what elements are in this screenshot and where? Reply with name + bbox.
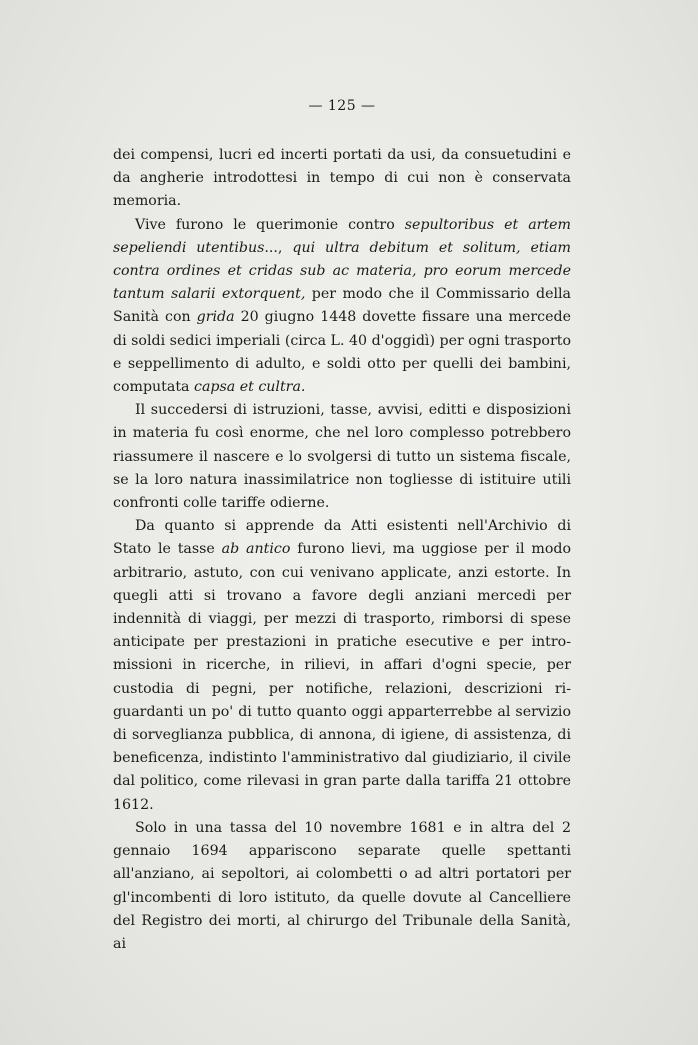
text-run: Vive furono le querimonie contro <box>135 216 405 233</box>
paragraph-5 <box>113 817 571 956</box>
page-number: — 125 — <box>308 98 376 114</box>
text-run: Il succedersi di istruzioni, tasse, avvisi, editti e disposizioni in materia fu così enorme, che nel loro complesso potrebbero riassumere il nascere e lo svolgersi di tutto un sistema fiscale, se la loro natura inassimilatrice non togliesse di istituire utili confronti colle tariffe odierne. <box>113 402 571 512</box>
text-run: ..., <box>264 239 293 256</box>
italic-term: grida <box>196 309 235 326</box>
paragraph-2 <box>113 214 571 400</box>
paragraph-4 <box>113 515 571 817</box>
text-run: furono lievi, ma uggiose per il modo arbitrario, astuto, con cui venivano applicate, anzi estorte. In quegli atti si trovano a favore degli anziani mercedi per indennità di viaggi, per mezzi di trasporto, rimborsi di spese anticipate per prestazioni in pratiche esecutive e per intromissioni in ricerche, in rilievi, in affari d'ogni specie, per custodia di pegni, per notifiche, relazioni, descrizioni riguardanti un po' di tutto quanto oggi apparterrebbe al servizio di sorveglianza pubblica, di annona, di igiene, di assistenza, di beneficenza, indistinto l'amministrativo dal giudiziario, il civile dal politico, come rilevasi in gran parte dalla tariffa 21 ottobre 1612. <box>113 541 572 813</box>
text-run: dei compensi, lucri ed incerti portati da usi, da consuetudini e da angherie introdottesi in tempo di cui non è conservata memoria. <box>113 147 571 210</box>
latin-quote: qui ultra debitum et solitum, etiam contra ordines et cridas sub ac materia, pro eorum mercede tantum salarii extorquent, <box>113 239 571 303</box>
document-page <box>113 98 571 956</box>
text-run: Solo in una tassa del 10 novembre 1681 e in altra del 2 gennaio 1694 appariscono separate quelle spettanti all'anziano, ai sepoltori, ai colombetti o ad altri portatori per gl'incombenti di loro istituto, da quelle dovute al Cancelliere del Registro dei morti, al chirurgo del Tribunale della Sanità, ai <box>113 819 571 952</box>
latin-quote: ab antico <box>221 541 291 558</box>
latin-quote: capsa et cultra. <box>194 379 306 396</box>
paragraph-3 <box>113 399 571 515</box>
text-run: Da quanto si apprende da Atti esistenti nell'Archivio di Stato le tasse <box>113 518 571 558</box>
paragraph-1 <box>113 144 571 214</box>
latin-quote: sepultoribus et artem sepeliendi utentibus <box>113 216 571 256</box>
text-run: per modo che il Commissario della Sanità con <box>113 286 571 326</box>
text-run: 20 giugno 1448 dovette fissare una mercede di soldi sedici imperiali (circa L. 40 d'oggidì) per ogni trasporto e seppellimento di adulto, e soldi otto per quelli dei bambini, computata <box>113 309 571 396</box>
